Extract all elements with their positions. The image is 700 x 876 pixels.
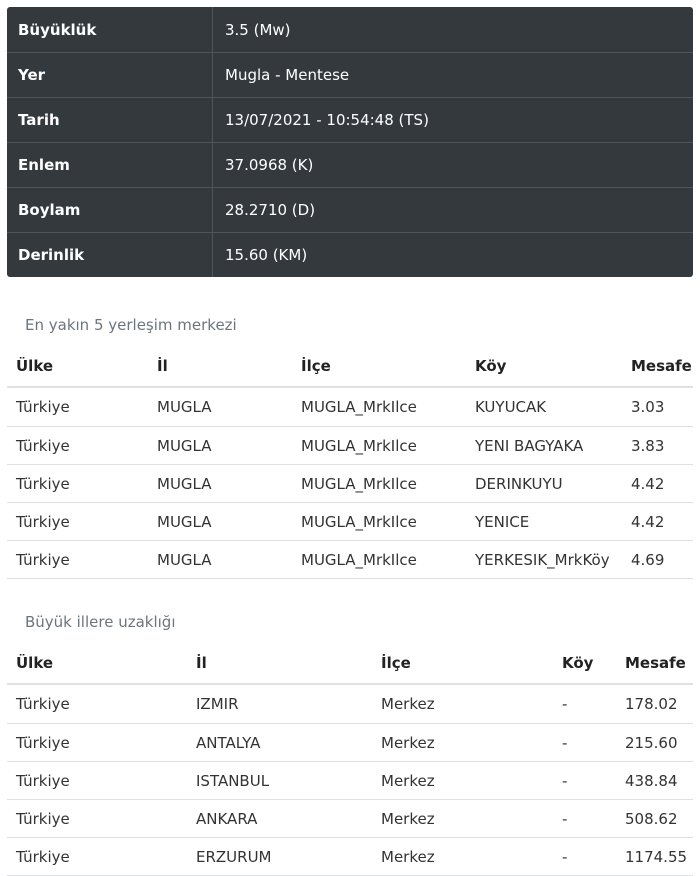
cell-distance: 178.02 [625, 695, 678, 713]
cell-district: Merkez [381, 771, 435, 790]
cell-province: ANKARA [196, 809, 258, 828]
summary-value: 28.2710 (D) [225, 201, 316, 219]
header-province: İl [157, 357, 168, 375]
table-header [7, 643, 693, 685]
table-row [7, 837, 693, 875]
summary-value: 3.5 (Mw) [225, 20, 291, 39]
cell-village: - [562, 695, 568, 713]
table-row [7, 388, 693, 426]
cell-country: Türkiye [16, 695, 70, 713]
cell-village: - [562, 733, 568, 752]
cell-district: Merkez [381, 847, 435, 866]
summary-key: Derinlik [7, 233, 213, 277]
cell-distance: 215.60 [625, 733, 678, 752]
cell-country: Türkiye [16, 771, 70, 790]
cell-province: MUGLA [157, 512, 212, 531]
cell-country: Türkiye [16, 436, 70, 455]
cell-village: - [562, 847, 568, 866]
cell-province: ISTANBUL [196, 771, 270, 790]
header-country: Ülke [16, 357, 54, 375]
table-row [7, 685, 693, 723]
header-province: İl [196, 654, 207, 672]
cell-country: Türkiye [16, 550, 70, 569]
cell-village: DERINKUYU [475, 474, 563, 493]
cell-village: - [562, 809, 568, 828]
cell-distance: 3.03 [631, 398, 665, 416]
header-distance: Mesafe [625, 654, 686, 672]
cell-distance: 1174.55 [625, 847, 688, 866]
cell-distance: 4.69 [631, 550, 665, 569]
nearest-settlements-table [7, 346, 693, 579]
summary-row-magnitude [7, 7, 693, 52]
cell-district: MUGLA_MrkIlce [301, 550, 417, 569]
cell-district: MUGLA_MrkIlce [301, 398, 417, 416]
header-village: Köy [562, 654, 594, 672]
cell-distance: 4.42 [631, 474, 665, 493]
cell-village: - [562, 771, 568, 790]
cell-village: YENICE [475, 512, 530, 531]
cell-province: MUGLA [157, 398, 212, 416]
cell-distance: 4.42 [631, 512, 665, 531]
summary-value: 13/07/2021 - 10:54:48 (TS) [225, 111, 429, 129]
summary-key: Büyüklük [7, 7, 213, 52]
cell-country: Türkiye [16, 512, 70, 531]
summary-row-latitude [7, 142, 693, 187]
summary-row-date [7, 97, 693, 142]
summary-row-location [7, 52, 693, 97]
city-distances-table [7, 643, 693, 876]
cell-province: MUGLA [157, 550, 212, 569]
summary-row-depth [7, 232, 693, 277]
table-row [7, 723, 693, 761]
cell-country: Türkiye [16, 474, 70, 493]
cell-district: MUGLA_MrkIlce [301, 436, 417, 455]
summary-value: Mugla - Mentese [225, 66, 350, 84]
cell-country: Türkiye [16, 398, 70, 416]
cell-province: ERZURUM [196, 847, 272, 866]
cell-district: Merkez [381, 695, 435, 713]
summary-key: Boylam [7, 188, 213, 232]
header-distance: Mesafe [631, 357, 692, 375]
cell-province: ANTALYA [196, 733, 261, 752]
cell-distance: 508.62 [625, 809, 678, 828]
cell-district: MUGLA_MrkIlce [301, 474, 417, 493]
table-body [7, 685, 693, 875]
cell-distance: 438.84 [625, 771, 678, 790]
cell-district: Merkez [381, 733, 435, 752]
nearest-caption: En yakın 5 yerleşim merkezi [25, 316, 237, 334]
cell-district: Merkez [381, 809, 435, 828]
header-district: İlçe [301, 357, 331, 375]
cell-country: Türkiye [16, 733, 70, 752]
cell-country: Türkiye [16, 847, 70, 866]
summary-key: Tarih [7, 98, 213, 142]
summary-value: 15.60 (KM) [225, 246, 308, 264]
cities-caption: Büyük illere uzaklığı [25, 613, 176, 631]
cell-village: YENI BAGYAKA [475, 436, 584, 455]
cell-province: MUGLA [157, 474, 212, 493]
table-row [7, 464, 693, 502]
table-row [7, 799, 693, 837]
header-district: İlçe [381, 654, 411, 672]
summary-key: Enlem [7, 143, 213, 187]
earthquake-summary-table [7, 7, 693, 277]
summary-value: 37.0968 (K) [225, 156, 314, 174]
table-row [7, 502, 693, 540]
header-village: Köy [475, 357, 507, 375]
table-row [7, 761, 693, 799]
summary-key: Yer [7, 53, 213, 97]
cell-province: MUGLA [157, 436, 212, 455]
cell-province: IZMIR [196, 695, 239, 713]
cell-district: MUGLA_MrkIlce [301, 512, 417, 531]
table-row [7, 540, 693, 578]
cell-village: KUYUCAK [475, 398, 547, 416]
cell-village: YERKESIK_MrkKöy [475, 550, 610, 569]
summary-row-longitude [7, 187, 693, 232]
table-body [7, 388, 693, 578]
table-header [7, 346, 693, 388]
header-country: Ülke [16, 654, 54, 672]
cell-country: Türkiye [16, 809, 70, 828]
cell-distance: 3.83 [631, 436, 665, 455]
table-row [7, 426, 693, 464]
